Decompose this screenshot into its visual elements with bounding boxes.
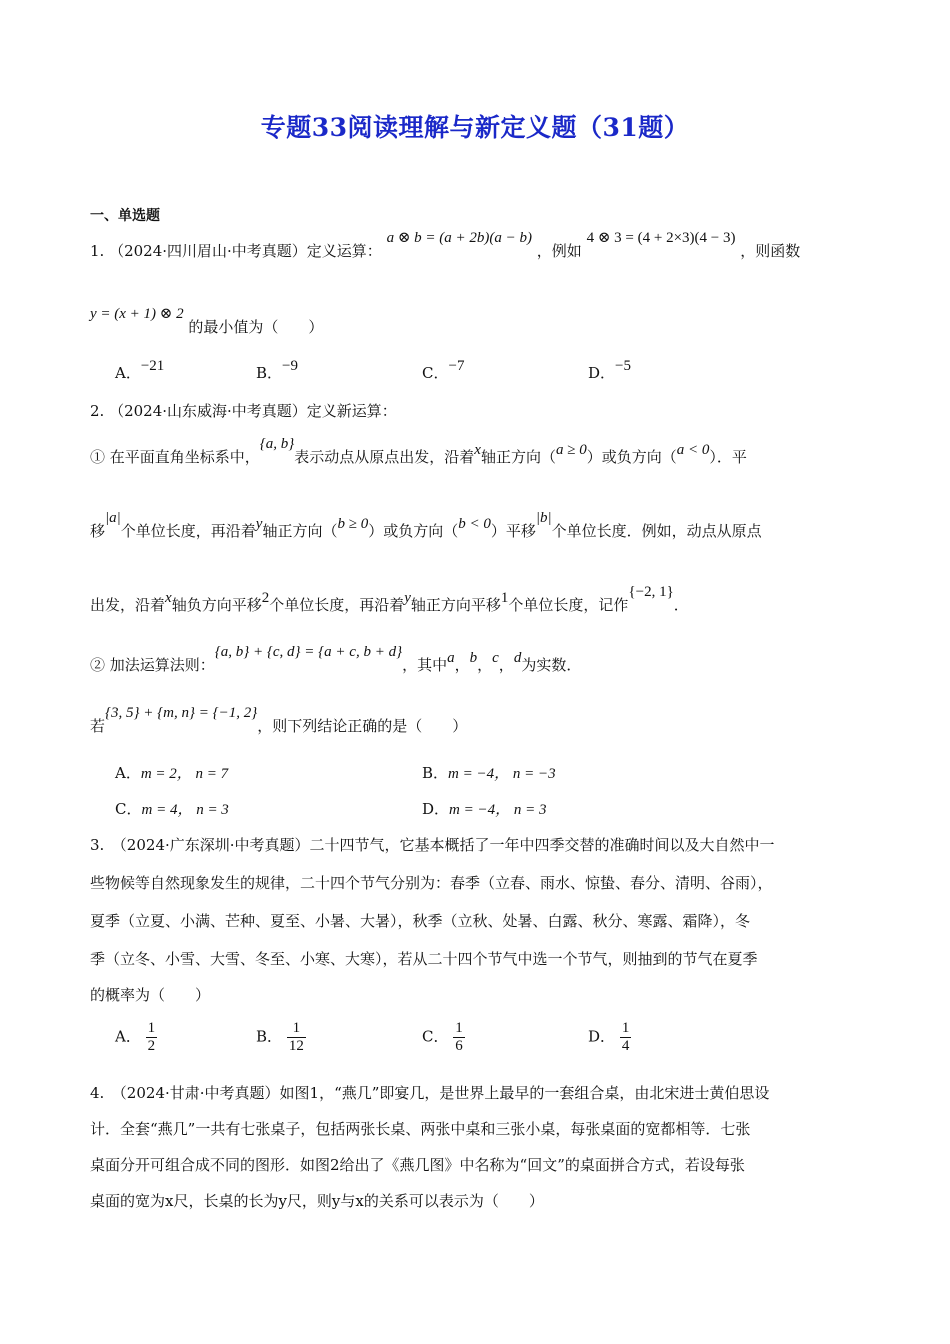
- numerator: 1: [292, 1020, 301, 1036]
- math: 2: [261, 590, 270, 606]
- math-condition: {3, 5} + {m, n} = {−1, 2}: [105, 705, 258, 721]
- question-number: 2.: [90, 402, 105, 420]
- option-a[interactable]: [115, 358, 165, 383]
- text: 个单位长度．例如，动点从原点: [551, 522, 762, 540]
- math: b: [469, 650, 478, 666]
- math: x: [474, 442, 481, 458]
- option-a[interactable]: [115, 762, 228, 783]
- text: 移: [90, 522, 106, 540]
- math: d: [513, 650, 522, 666]
- question-4-line: 桌面分开可组合成不同的图形．如图2给出了《燕几图》中名称为“回文”的桌面拼合方式，若设每张: [90, 1156, 745, 1174]
- fraction: [620, 1020, 632, 1055]
- question-2-line-2: [90, 436, 747, 467]
- fraction: [287, 1020, 306, 1055]
- option-b[interactable]: [256, 358, 298, 383]
- math: {a, b}: [259, 436, 295, 452]
- math: {−2, 1}: [628, 584, 674, 600]
- option-value: −5: [615, 358, 631, 374]
- math: a < 0: [676, 442, 710, 458]
- denominator: 6: [455, 1038, 463, 1054]
- math-function: y = (x + 1) ⊗ 2: [90, 306, 184, 322]
- text: 轴正方向（: [262, 522, 338, 540]
- text: ，例如: [536, 242, 582, 260]
- option-d[interactable]: [588, 358, 631, 383]
- text: ② 加法运算法则：: [90, 656, 215, 674]
- question-3-line: 3. （2024·广东深圳·中考真题）二十四节气，它基本概括了一年中四季交替的准确时间以及大自然中一: [90, 836, 775, 854]
- math: 1: [500, 590, 509, 606]
- text: 为实数．: [521, 656, 582, 674]
- option-value: m = −4， n = −3: [448, 766, 556, 782]
- option-label: C．: [115, 800, 142, 818]
- denominator: 4: [621, 1038, 630, 1054]
- option-label: D．: [422, 800, 450, 818]
- question-2-line-1: [90, 400, 397, 421]
- math: c: [492, 650, 499, 666]
- text: ）或负方向（: [586, 448, 677, 466]
- question-2-line-3: [90, 510, 762, 541]
- question-4-line: 计．全套“燕几”一共有七张桌子，包括两张长桌、两张中桌和三张小桌，每张桌面的宽都相等．七张: [90, 1120, 751, 1138]
- question-3-line: 的概率为（ ）: [90, 986, 211, 1004]
- text: 个单位长度，再沿着: [269, 596, 405, 614]
- denominator: 2: [147, 1038, 156, 1054]
- option-a[interactable]: [115, 1020, 157, 1055]
- option-b[interactable]: [256, 1020, 306, 1055]
- math: |a|: [105, 510, 121, 526]
- option-value: m = 4， n = 3: [141, 802, 229, 818]
- option-label: C．: [422, 364, 449, 382]
- option-value: −21: [140, 358, 165, 374]
- section-heading: 一、单选题: [90, 208, 160, 224]
- question-3-line: 季（立冬、小雪、大雪、冬至、小寒、大寒），若从二十四个节气中选一个节气，则抽到的节气在夏季: [90, 950, 758, 968]
- option-b[interactable]: [422, 762, 556, 783]
- option-c[interactable]: [115, 798, 229, 819]
- text: 若: [90, 717, 106, 735]
- option-c[interactable]: [422, 358, 465, 383]
- option-label: D．: [588, 364, 616, 382]
- question-1-line-2: [90, 306, 324, 337]
- text: ，其中: [402, 656, 448, 674]
- math-definition: a ⊗ b = (a + 2b)(a − b): [386, 230, 533, 246]
- question-1-line-1: [90, 230, 801, 261]
- text: ）平移: [490, 522, 536, 540]
- question-2-line-5: ② 加法运算法则：{a, b} + {c, d} = {a + c, b + d}，其中a，b，c，d为实数．: [90, 644, 582, 674]
- text: ，则下列结论正确的是（ ）: [257, 717, 468, 735]
- text: 轴正方向平移: [410, 596, 501, 614]
- question-3-line: 夏季（立夏、小满、芒种、夏至、小暑、大暑），秋季（立秋、处暑、白露、秋分、寒露、霜降），冬: [90, 912, 751, 930]
- math-rule: {a, b} + {c, d} = {a + c, b + d}: [214, 644, 403, 660]
- question-2-line-6: [90, 705, 468, 736]
- math: y: [255, 516, 263, 532]
- text: 轴正方向（: [480, 448, 556, 466]
- option-label: A．: [115, 1027, 141, 1046]
- text: ）或负方向（: [368, 522, 459, 540]
- math: |b|: [535, 510, 552, 526]
- text: ① 在平面直角坐标系中，: [90, 448, 260, 466]
- question-3-line: 些物候等自然现象发生的规律，二十四个节气分别为：春季（立春、雨水、惊蛰、春分、清明、谷雨），: [90, 874, 773, 892]
- math: a: [447, 650, 455, 666]
- question-4-line: 桌面的宽为x尺，长桌的长为y尺，则y与x的关系可以表示为（ ）: [90, 1192, 544, 1210]
- option-d[interactable]: [588, 1020, 631, 1055]
- text: ）．平: [709, 448, 747, 466]
- numerator: 1: [621, 1020, 630, 1036]
- option-c[interactable]: [422, 1020, 465, 1055]
- text: 表示动点从原点出发，沿着: [294, 448, 475, 466]
- question-number: 1.: [90, 242, 105, 260]
- text: ，则函数: [740, 242, 801, 260]
- text: ．: [673, 596, 689, 614]
- page-title: 专题33阅读理解与新定义题（31题）: [260, 113, 690, 142]
- fraction: [453, 1020, 465, 1055]
- question-2-line-4: [90, 584, 689, 615]
- text: 个单位长度，记作: [508, 596, 629, 614]
- fraction: [146, 1020, 158, 1055]
- question-source: （2024·四川眉山·中考真题）定义运算：: [109, 242, 382, 260]
- option-label: B．: [422, 764, 449, 782]
- option-d[interactable]: [422, 798, 546, 819]
- text: 轴负方向平移: [171, 596, 262, 614]
- option-label: A．: [115, 364, 141, 382]
- math: x: [165, 590, 172, 606]
- option-value: −9: [282, 358, 298, 374]
- question-4-line: 4. （2024·甘肃·中考真题）如图1，“燕几”即宴几，是世界上最早的一套组合桌，由北宋进士黄伯思设: [90, 1084, 770, 1102]
- math: b ≥ 0: [337, 516, 369, 532]
- option-value: m = −4， n = 3: [449, 802, 547, 818]
- math: b < 0: [458, 516, 491, 532]
- question-source: （2024·山东威海·中考真题）定义新运算：: [109, 402, 397, 420]
- option-label: D．: [588, 1027, 616, 1046]
- option-label: B．: [256, 364, 283, 382]
- math-example: 4 ⊗ 3 = (4 + 2×3)(4 − 3): [586, 230, 736, 246]
- option-value: m = 2， n = 7: [140, 766, 229, 782]
- text: 个单位长度，再沿着: [120, 522, 256, 540]
- math: a ≥ 0: [555, 442, 587, 458]
- text: 出发，沿着: [90, 596, 166, 614]
- math: y: [404, 590, 411, 606]
- option-value: −7: [448, 358, 465, 374]
- option-label: B．: [256, 1027, 283, 1046]
- numerator: 1: [147, 1020, 156, 1036]
- option-label: A．: [115, 764, 141, 782]
- text: 的最小值为（ ）: [188, 318, 324, 336]
- denominator: 12: [288, 1038, 304, 1054]
- numerator: 1: [455, 1020, 463, 1036]
- option-label: C．: [422, 1027, 449, 1046]
